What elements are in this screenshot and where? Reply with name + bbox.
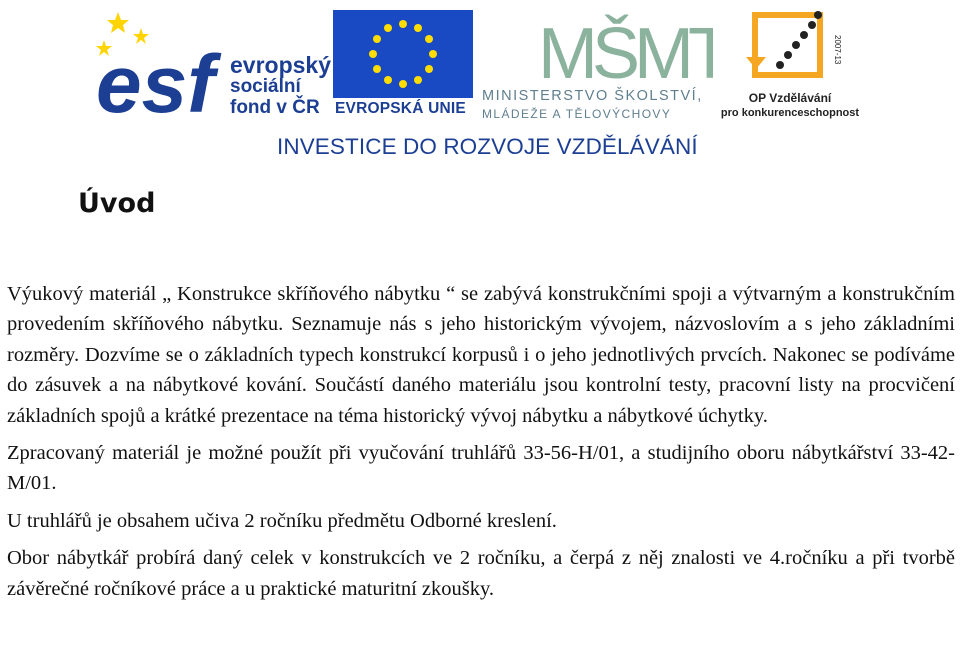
paragraph: Výukový materiál „ Konstrukce skříňového nábytku “ se zabývá konstrukčními spoji a výtvarným a konstrukčním provedením skříňového nábytku. Seznamuje nás s jeho historickým vývojem, názvoslovím a s jeho základními rozměry. Dozvíme se o základních typech konstrukcí korpusů i o jeho jednotlivých prvcích. Nakonec se podíváme do zásuvek a na nábytkové kování. Součástí daného materiálu jsou kontrolní testy, pracovní listy na procvičení základních spojů a krátké prezentace na téma historický vývoj nábytku a nábytkové úchytky. bbox=[7, 283, 955, 427]
logo-banner bbox=[0, 0, 960, 165]
page-title: Úvod bbox=[78, 188, 156, 219]
op-years: 2007-13 bbox=[833, 35, 842, 65]
eu-flag-icon bbox=[333, 10, 473, 98]
investice-tagline: INVESTICE DO ROZVOJE VZDĚLÁVÁNÍ bbox=[277, 134, 698, 159]
paragraph: Zpracovaný materiál je možné použít při vyučování truhlářů 33-56-H/01, a studijního oboru nábytkářství 33-42-M/01. bbox=[7, 442, 955, 495]
esf-mark: esf bbox=[96, 39, 215, 130]
op-line2: pro konkurenceschopnost bbox=[720, 107, 860, 119]
msmt-logo bbox=[478, 8, 713, 128]
op-logo bbox=[710, 5, 870, 130]
msmt-line1: MINISTERSTVO ŠKOLSTVÍ, bbox=[482, 88, 703, 104]
msmt-mark-icon bbox=[478, 8, 713, 88]
eu-label: EVROPSKÁ UNIE bbox=[335, 100, 466, 117]
msmt-line2: MLÁDEŽE A TĚLOVÝCHOVY bbox=[482, 107, 672, 121]
eu-logo bbox=[333, 10, 473, 120]
op-line1: OP Vzdělávání bbox=[748, 91, 832, 105]
paragraph: Obor nábytkář probírá daný celek v konstrukcích ve 2 ročníku, a čerpá z něj znalosti ve 4.ročníku a při tvorbě závěrečné ročníkové práce a u praktické maturitní zkoušky. bbox=[7, 547, 955, 600]
esf-line3: fond v ČR bbox=[230, 97, 320, 118]
esf-mark-icon bbox=[96, 10, 226, 130]
esf-line2: sociální bbox=[230, 76, 301, 97]
esf-logo bbox=[96, 10, 332, 130]
document-body bbox=[7, 279, 955, 604]
paragraph: U truhlářů je obsahem učiva 2 ročníku předmětu Odborné kreslení. bbox=[7, 509, 557, 532]
msmt-mark: MŠMT bbox=[538, 14, 713, 88]
esf-line1: evropský bbox=[230, 52, 332, 78]
op-mark-icon bbox=[710, 5, 870, 91]
